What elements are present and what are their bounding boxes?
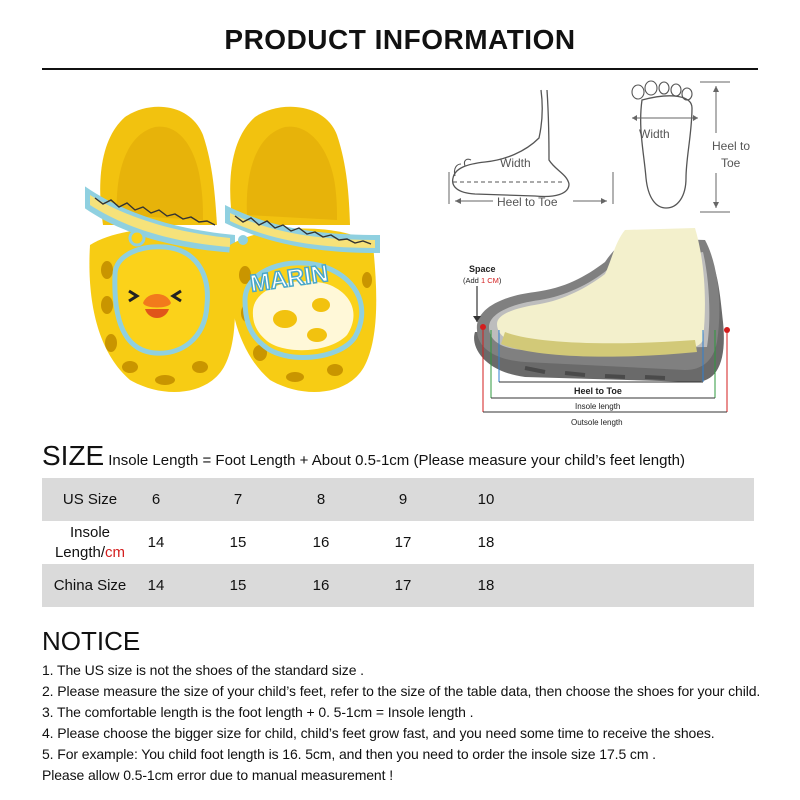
notice-item: 1. The US size is not the shoes of the standard size . [42,662,364,678]
logo-text: MARIN [248,260,331,298]
table-cell: 16 [312,577,330,594]
outsole-length-label: Outsole length [571,418,623,427]
insole-label-line2: Length/ [54,543,106,561]
insole-label-line1: Insole [69,523,110,541]
table-row-insole-length [42,521,754,564]
size-heading-row [42,440,782,472]
table-cell: 18 [477,577,495,594]
table-cell: 7 [233,491,243,508]
space-note-value: 1 CM [480,276,499,285]
notice-item: 4. Please choose the bigger size for child, child’s feet grow fast, and you need some time to receive the shoes. [42,725,715,741]
top-length-label-line2: Toe [721,156,741,170]
right-shoe [225,107,380,392]
table-cell: 17 [394,577,412,594]
side-length-label: Heel to Toe [497,195,558,209]
size-note: Insole Length = Foot Length + About 0.5-1cm (Please measure your child’s feet length) [108,452,685,469]
space-label: Space [469,264,496,274]
table-row-china-size [42,564,754,607]
size-table [42,478,754,607]
row-header-us-size: US Size [62,490,118,508]
row-header-china-size: China Size [53,576,127,594]
table-cell: 8 [316,491,326,508]
table-row-us-size [42,478,754,521]
space-note-suffix: ) [498,276,502,285]
insole-label-unit: cm [105,543,126,561]
table-cell: 10 [477,491,495,508]
product-image [85,95,385,413]
notice-list [42,660,792,786]
foot-side-diagram [445,80,620,220]
top-length-label-line1: Heel to [712,139,751,153]
table-cell: 17 [394,534,412,551]
left-shoe [85,107,235,392]
shoe-fit-diagram [455,222,745,432]
notice-item: 3. The comfortable length is the foot length + 0. 5-1cm = Insole length . [42,704,474,720]
space-note-prefix: (Add [463,276,481,285]
foot-top-diagram [620,78,770,218]
table-cell: 14 [147,577,165,594]
table-cell: 9 [398,491,408,508]
heel-to-toe-label: Heel to Toe [574,386,622,396]
page-title: PRODUCT INFORMATION [224,24,576,55]
notice-item: 2. Please measure the size of your child’s feet, refer to the size of the table data, then choose the shoes for your child. [42,683,761,699]
table-cell: 14 [147,534,165,551]
table-cell: 6 [151,491,161,508]
notice-heading: NOTICE [42,626,141,656]
svg-text:(Add 1 CM) [463,276,502,285]
notice-item: Please allow 0.5-1cm error due to manual measurement ! [42,767,393,783]
table-cell: 16 [312,534,330,551]
insole-length-label: Insole length [575,402,621,411]
side-width-label: Width [500,156,531,170]
row-header-insole-length [42,521,138,564]
notice-item: 5. For example: You child foot length is 16. 5cm, and then you need to order the insole size 17.5 cm . [42,746,656,762]
table-cell: 15 [229,534,247,551]
size-heading: SIZE [42,440,105,471]
top-width-label: Width [639,127,670,141]
table-cell: 15 [229,577,247,594]
table-cell: 18 [477,534,495,551]
title-divider [42,68,758,70]
